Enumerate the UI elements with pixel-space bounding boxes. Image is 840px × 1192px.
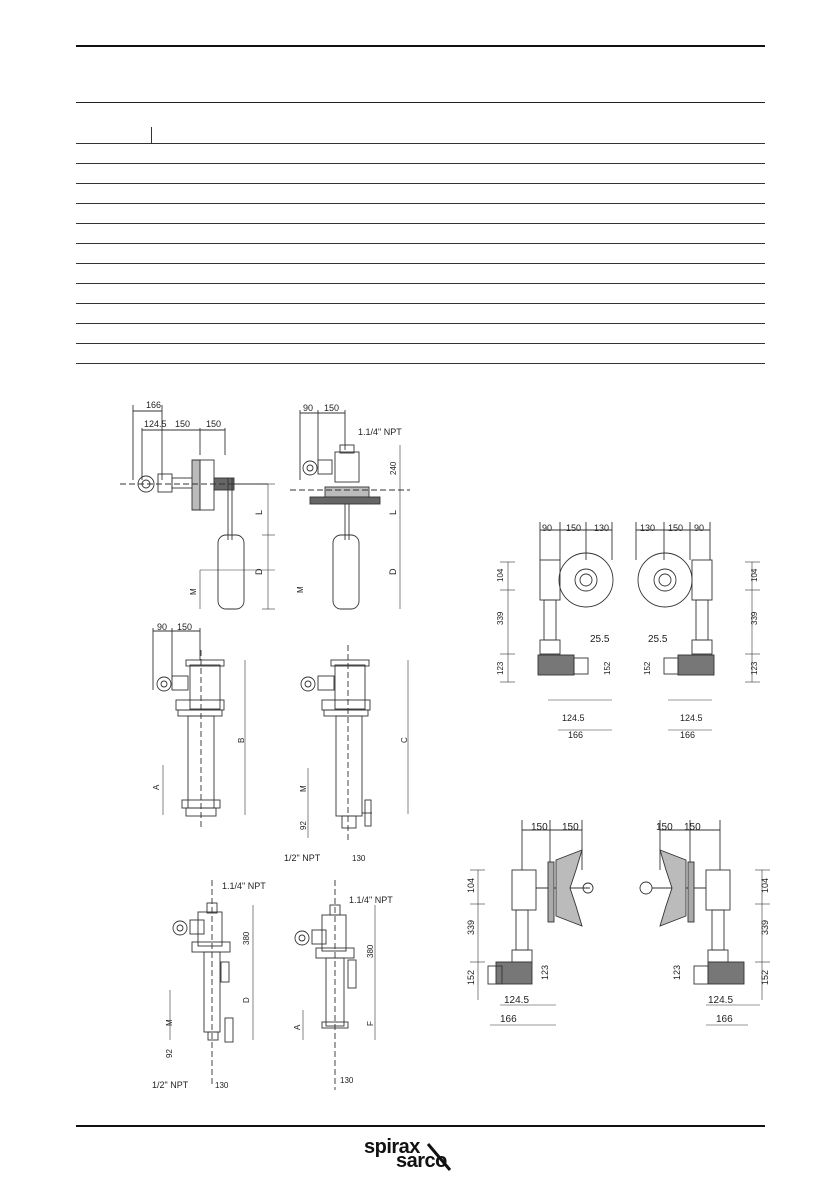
dim-letter: M [189,588,198,595]
dim-label: 150 [177,622,193,632]
drawing-bottom-left [152,880,266,1090]
dim-label: 92 [165,1049,174,1058]
dim-letter: B [237,737,246,743]
npt-label: 1/2" NPT [152,1080,189,1090]
dim-label: 90 [303,403,314,413]
dim-label: 166 [680,730,696,740]
dim-label: 130 [640,523,656,533]
dim-label: 90 [542,523,553,533]
npt-label: 1/2" NPT [284,853,321,863]
dim-label: 339 [760,919,770,935]
dim-label: 124.5 [504,995,530,1006]
dim-label: 150 [562,822,579,833]
dim-label: 339 [496,611,505,625]
npt-label: 1.1/4" NPT [358,427,402,437]
drawing-top-middle [290,403,410,609]
dim-label: 150 [566,523,582,533]
dim-label: 150 [206,419,222,429]
drawing-mid-left [152,622,246,830]
dim-label: 130 [340,1076,354,1085]
drawing-top-left [120,400,275,609]
dim-label: 339 [750,611,759,625]
dim-label: 166 [568,730,584,740]
drawing-bottom-middle [293,880,393,1090]
dim-label: 150 [324,403,340,413]
dim-letter: L [254,509,264,515]
dim-letter: D [254,568,264,575]
dim-label: 104 [760,877,770,893]
dim-label: 90 [694,523,705,533]
dim-letter: L [388,509,398,515]
dim-label: 104 [496,568,505,582]
dim-label: 150 [175,419,191,429]
dim-label: 152 [760,969,770,985]
drawing-mid-middle [284,645,409,863]
dim-label: 166 [716,1014,733,1025]
dim-letter: F [366,1021,375,1026]
npt-label: 1.1/4" NPT [222,881,266,891]
dim-label: 150 [684,822,701,833]
dim-letter: C [400,737,409,743]
dim-letter: A [293,1024,302,1030]
dim-letter: M [165,1019,174,1026]
logo-word-spirax: spirax [364,1136,420,1158]
dim-label: 104 [466,877,476,893]
dim-label: 124.5 [144,419,167,429]
dim-label: 123 [540,964,550,980]
dim-label: 124.5 [708,995,734,1006]
dim-label: 25.5 [648,634,668,645]
dim-label: 150 [656,822,673,833]
dim-label: 104 [750,568,759,582]
dim-label: 123 [750,661,759,675]
dim-label: 240 [389,461,398,475]
dim-label: 380 [242,931,251,945]
dim-label: 124.5 [680,713,703,723]
bottom-rule [76,1125,765,1127]
dim-letter: A [152,784,161,790]
dim-label: 123 [672,964,682,980]
dim-label: 150 [668,523,684,533]
dim-letter: M [299,785,308,792]
dim-label: 130 [215,1081,229,1090]
dim-label: 150 [531,822,548,833]
drawing-right-bottom-a [466,820,593,1025]
dim-label: 166 [146,400,162,410]
dim-letter: D [242,997,251,1003]
dim-label: 166 [500,1014,517,1025]
dim-letter: D [388,568,398,575]
dim-label: 123 [496,661,505,675]
dim-label: 152 [466,969,476,985]
logo-word-sarco: sarco [396,1150,447,1172]
dim-label: 152 [643,661,652,675]
dim-label: 130 [594,523,610,533]
npt-label: 1.1/4" NPT [349,895,393,905]
drawing-right-top-b [636,522,760,740]
drawing-right-top-a [496,522,613,740]
drawing-right-bottom-b [640,820,770,1025]
dim-label: 380 [366,944,375,958]
dim-label: 124.5 [562,713,585,723]
dim-label: 152 [603,661,612,675]
dim-label: 25.5 [590,634,610,645]
dim-label: 339 [466,919,476,935]
dim-label: 130 [352,854,366,863]
dim-label: 92 [299,821,308,830]
spirax-sarco-logo [362,1136,482,1176]
dim-letter: M [296,586,305,593]
dim-label: 90 [157,622,168,632]
